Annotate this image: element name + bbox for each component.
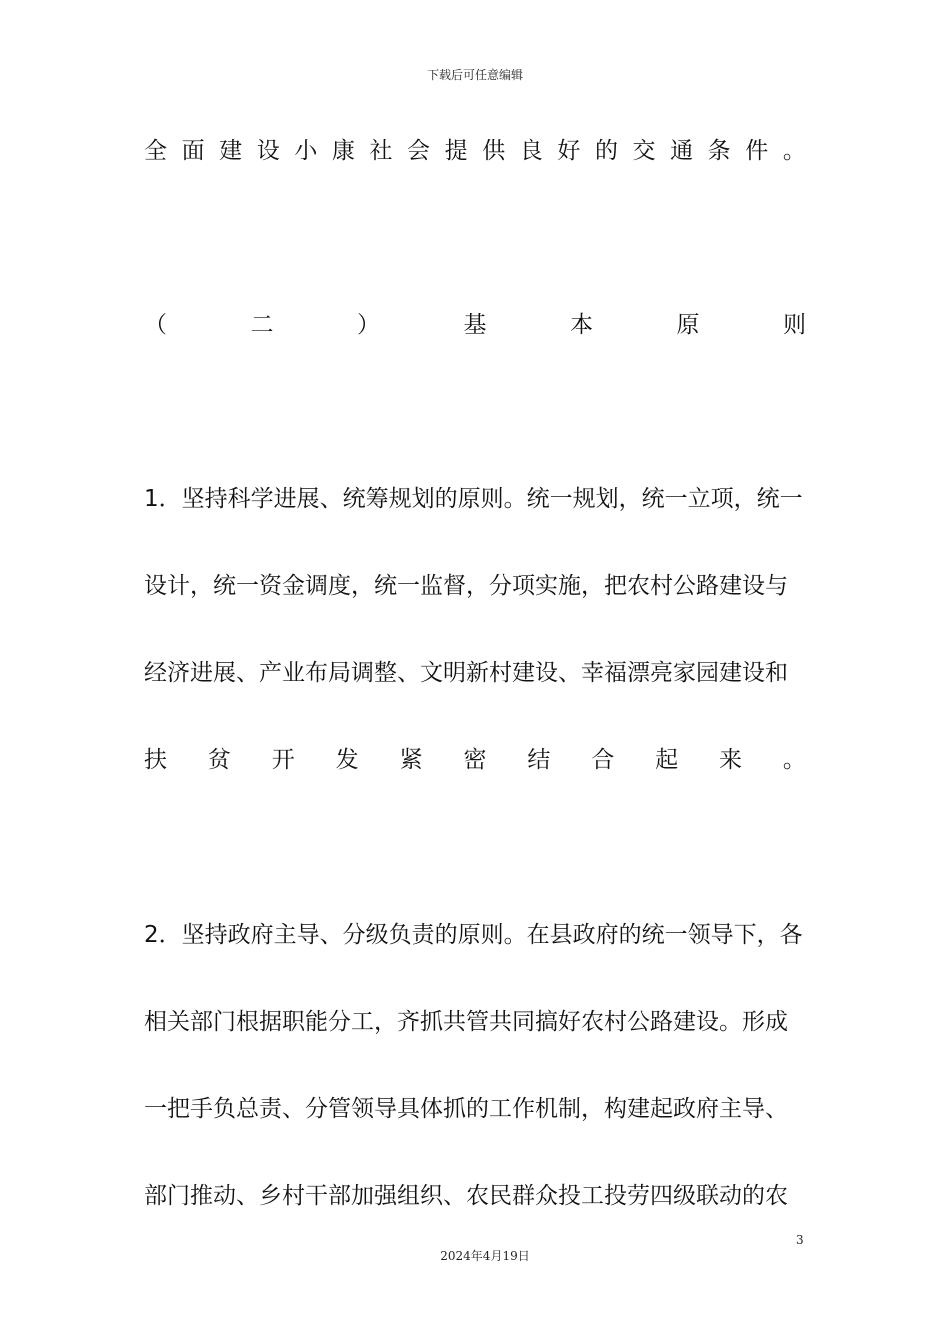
paragraph-line: 相关部门根据职能分工，齐抓共管共同搞好农村公路建设。形成 — [144, 1009, 788, 1035]
paragraph-line: 经济进展、产业布局调整、文明新村建设、幸福漂亮家园建设和 — [144, 660, 788, 686]
paragraph-line: 2．坚持政府主导、分级负责的原则。在县政府的统一领导下，各 — [144, 922, 803, 948]
paragraph-line: 扶 贫 开 发 紧 密 结 合 起 来 。 — [144, 747, 806, 773]
page-number: 3 — [796, 1233, 804, 1247]
paragraph-line: 设计，统一资金调度，统一监督，分项实施，把农村公路建设与 — [144, 573, 788, 599]
paragraph-line: 1．坚持科学进展、统筹规划的原则。统一规划，统一立项，统一 — [144, 486, 803, 512]
paragraph-line: 全 面 建 设 小 康 社 会 提 供 良 好 的 交 通 条 件 。 — [144, 138, 806, 164]
section-heading: （ 二 ） 基 本 原 则 — [144, 312, 806, 338]
paragraph-line: 部门推动、乡村干部加强组织、农民群众投工投劳四级联动的农 — [144, 1183, 788, 1209]
paragraph-line: 一把手负总责、分管领导具体抓的工作机制，构建起政府主导、 — [144, 1096, 788, 1122]
page-footer-date: 2024年4月19日 — [440, 1249, 530, 1263]
page-header: 下载后可任意编辑 — [426, 68, 523, 82]
